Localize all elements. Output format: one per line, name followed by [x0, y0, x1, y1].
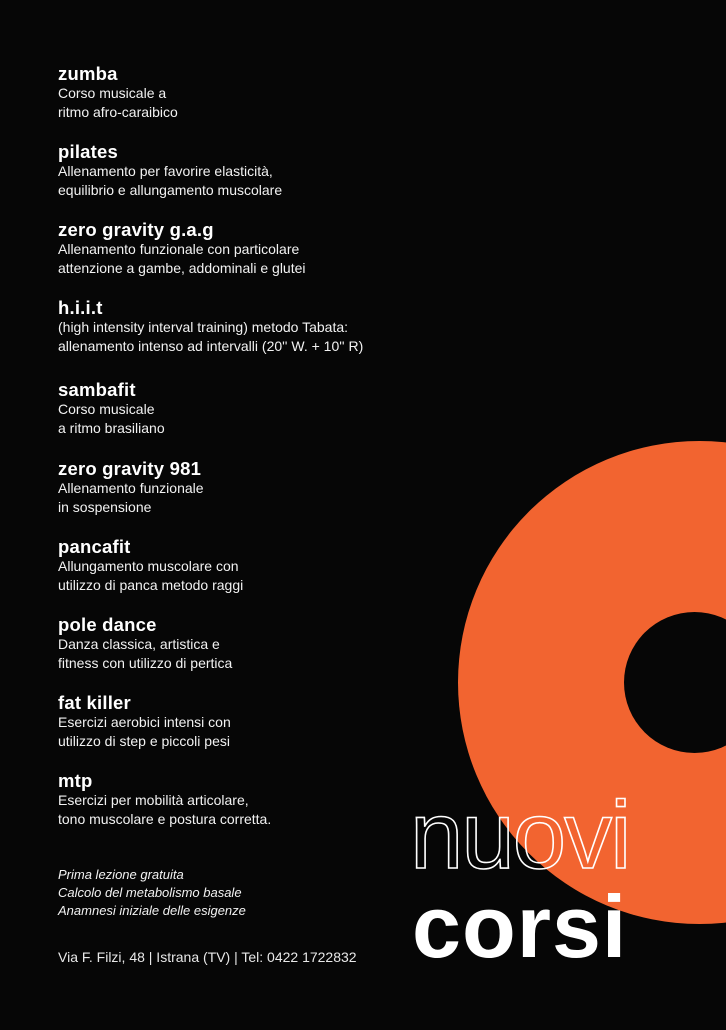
course-description: Allungamento muscolare con utilizzo di panca metodo raggi: [58, 558, 244, 593]
contact-footer: Via F. Filzi, 48 | Istrana (TV) | Tel: 0422 1722832: [58, 949, 357, 965]
course-description: Allenamento per favorire elasticità, equilibrio e allungamento muscolare: [58, 163, 283, 198]
headline-nuovi: nuovi: [410, 782, 630, 889]
course-item: [58, 220, 438, 298]
course-title: pole dance: [58, 614, 157, 635]
course-description: Allenamento funzionale in sospensione: [58, 480, 204, 515]
note-free-lesson: Prima lezione gratuita: [58, 867, 184, 882]
course-description: (high intensity interval training) metodo Tabata: allenamento intenso ad intervalli (20'' W. + 10'' R): [58, 319, 364, 354]
note-anamnesis: Anamnesi iniziale delle esigenze: [58, 903, 246, 918]
course-title: pancafit: [58, 536, 131, 557]
course-item: [58, 380, 438, 459]
course-list: [58, 64, 438, 849]
course-item: [58, 142, 438, 220]
course-description: Esercizi per mobilità articolare, tono muscolare e postura corretta.: [58, 792, 272, 827]
course-description: Allenamento funzionale con particolare attenzione a gambe, addominali e glutei: [58, 241, 306, 276]
course-item: [58, 615, 438, 693]
headline-corsi: corsi: [412, 877, 628, 976]
course-title: zero gravity g.a.g: [58, 219, 214, 240]
course-title: zero gravity 981: [58, 458, 202, 479]
course-item: [58, 64, 438, 142]
promo-notes: [58, 866, 246, 920]
course-description: Danza classica, artistica e fitness con utilizzo di pertica: [58, 636, 233, 671]
course-item: [58, 459, 438, 537]
course-title: h.i.i.t: [58, 297, 103, 318]
course-title: mtp: [58, 770, 93, 791]
course-item: [58, 771, 438, 849]
course-title: pilates: [58, 141, 119, 162]
course-item: [58, 298, 438, 380]
course-description: Esercizi aerobici intensi con utilizzo di step e piccoli pesi: [58, 714, 231, 749]
course-item: [58, 693, 438, 771]
course-title: fat killer: [58, 692, 131, 713]
course-item: [58, 537, 438, 615]
course-description: Corso musicale a ritmo afro-caraibico: [58, 85, 178, 120]
course-title: sambafit: [58, 379, 136, 400]
course-title: zumba: [58, 63, 118, 84]
course-description: Corso musicale a ritmo brasiliano: [58, 401, 165, 436]
note-metabolism: Calcolo del metabolismo basale: [58, 885, 242, 900]
